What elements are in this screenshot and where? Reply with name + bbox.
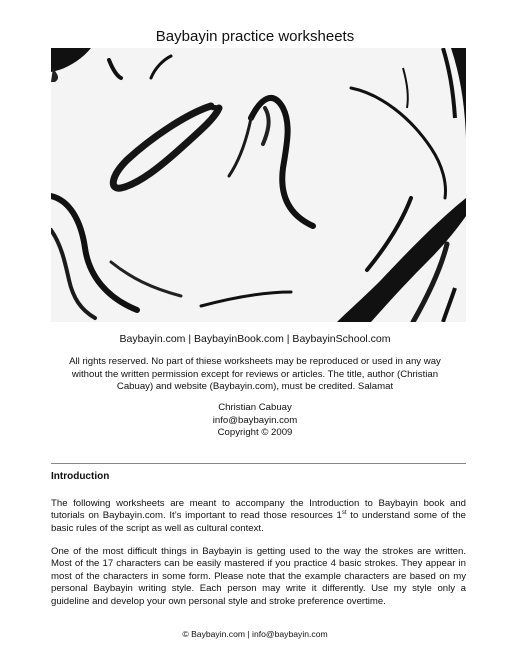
section-divider: [51, 463, 466, 464]
intro-p1-text-b: to understand some of the basic rules of the script as well as cultural context.: [51, 510, 466, 534]
brush-strokes-artwork: [51, 48, 466, 322]
rights-notice: All rights reserved. No part of thiese worksheets may be reproduced or used in any way without the written permission except for reviews or articles. The title, author (Christian Cabuay) and website (Baybayin.com), must be credited. Salamat: [69, 356, 441, 392]
page-footer: © Baybayin.com | info@baybayin.com: [182, 629, 328, 639]
copyright-line: Copyright © 2009: [217, 427, 293, 438]
intro-p1-text-a: The following worksheets are meant to accompany the Introduction to Baybayin book and tutorials on Baybayin.com. It’s important to read those resources 1: [51, 498, 466, 522]
page-title: Baybayin practice worksheets: [155, 28, 355, 45]
introduction-heading: Introduction: [51, 471, 110, 482]
author-name: Christian Cabuay: [218, 402, 292, 413]
hero-brush-strokes-image: [51, 48, 466, 322]
author-email: info@baybayin.com: [212, 414, 298, 426]
intro-p1-superscript: st: [341, 510, 347, 517]
author-block: [0, 402, 510, 440]
intro-paragraph-2: One of the most difficult things in Baybayin is getting used to the way the strokes are written. Most of the 17 characters can be easily mastered if you practice 4 basic strokes. They appear in most of the characters in some form. Please note that the example characters are based on my personal Baybayin writing style. Each person may write it differently. Use my style only a guideline and develop your own personal style and stroke preference overtime.: [51, 546, 466, 607]
intro-paragraph-1: [51, 498, 466, 535]
website-links-line: Baybayin.com | BaybayinBook.com | BaybayinSchool.com: [119, 333, 391, 345]
